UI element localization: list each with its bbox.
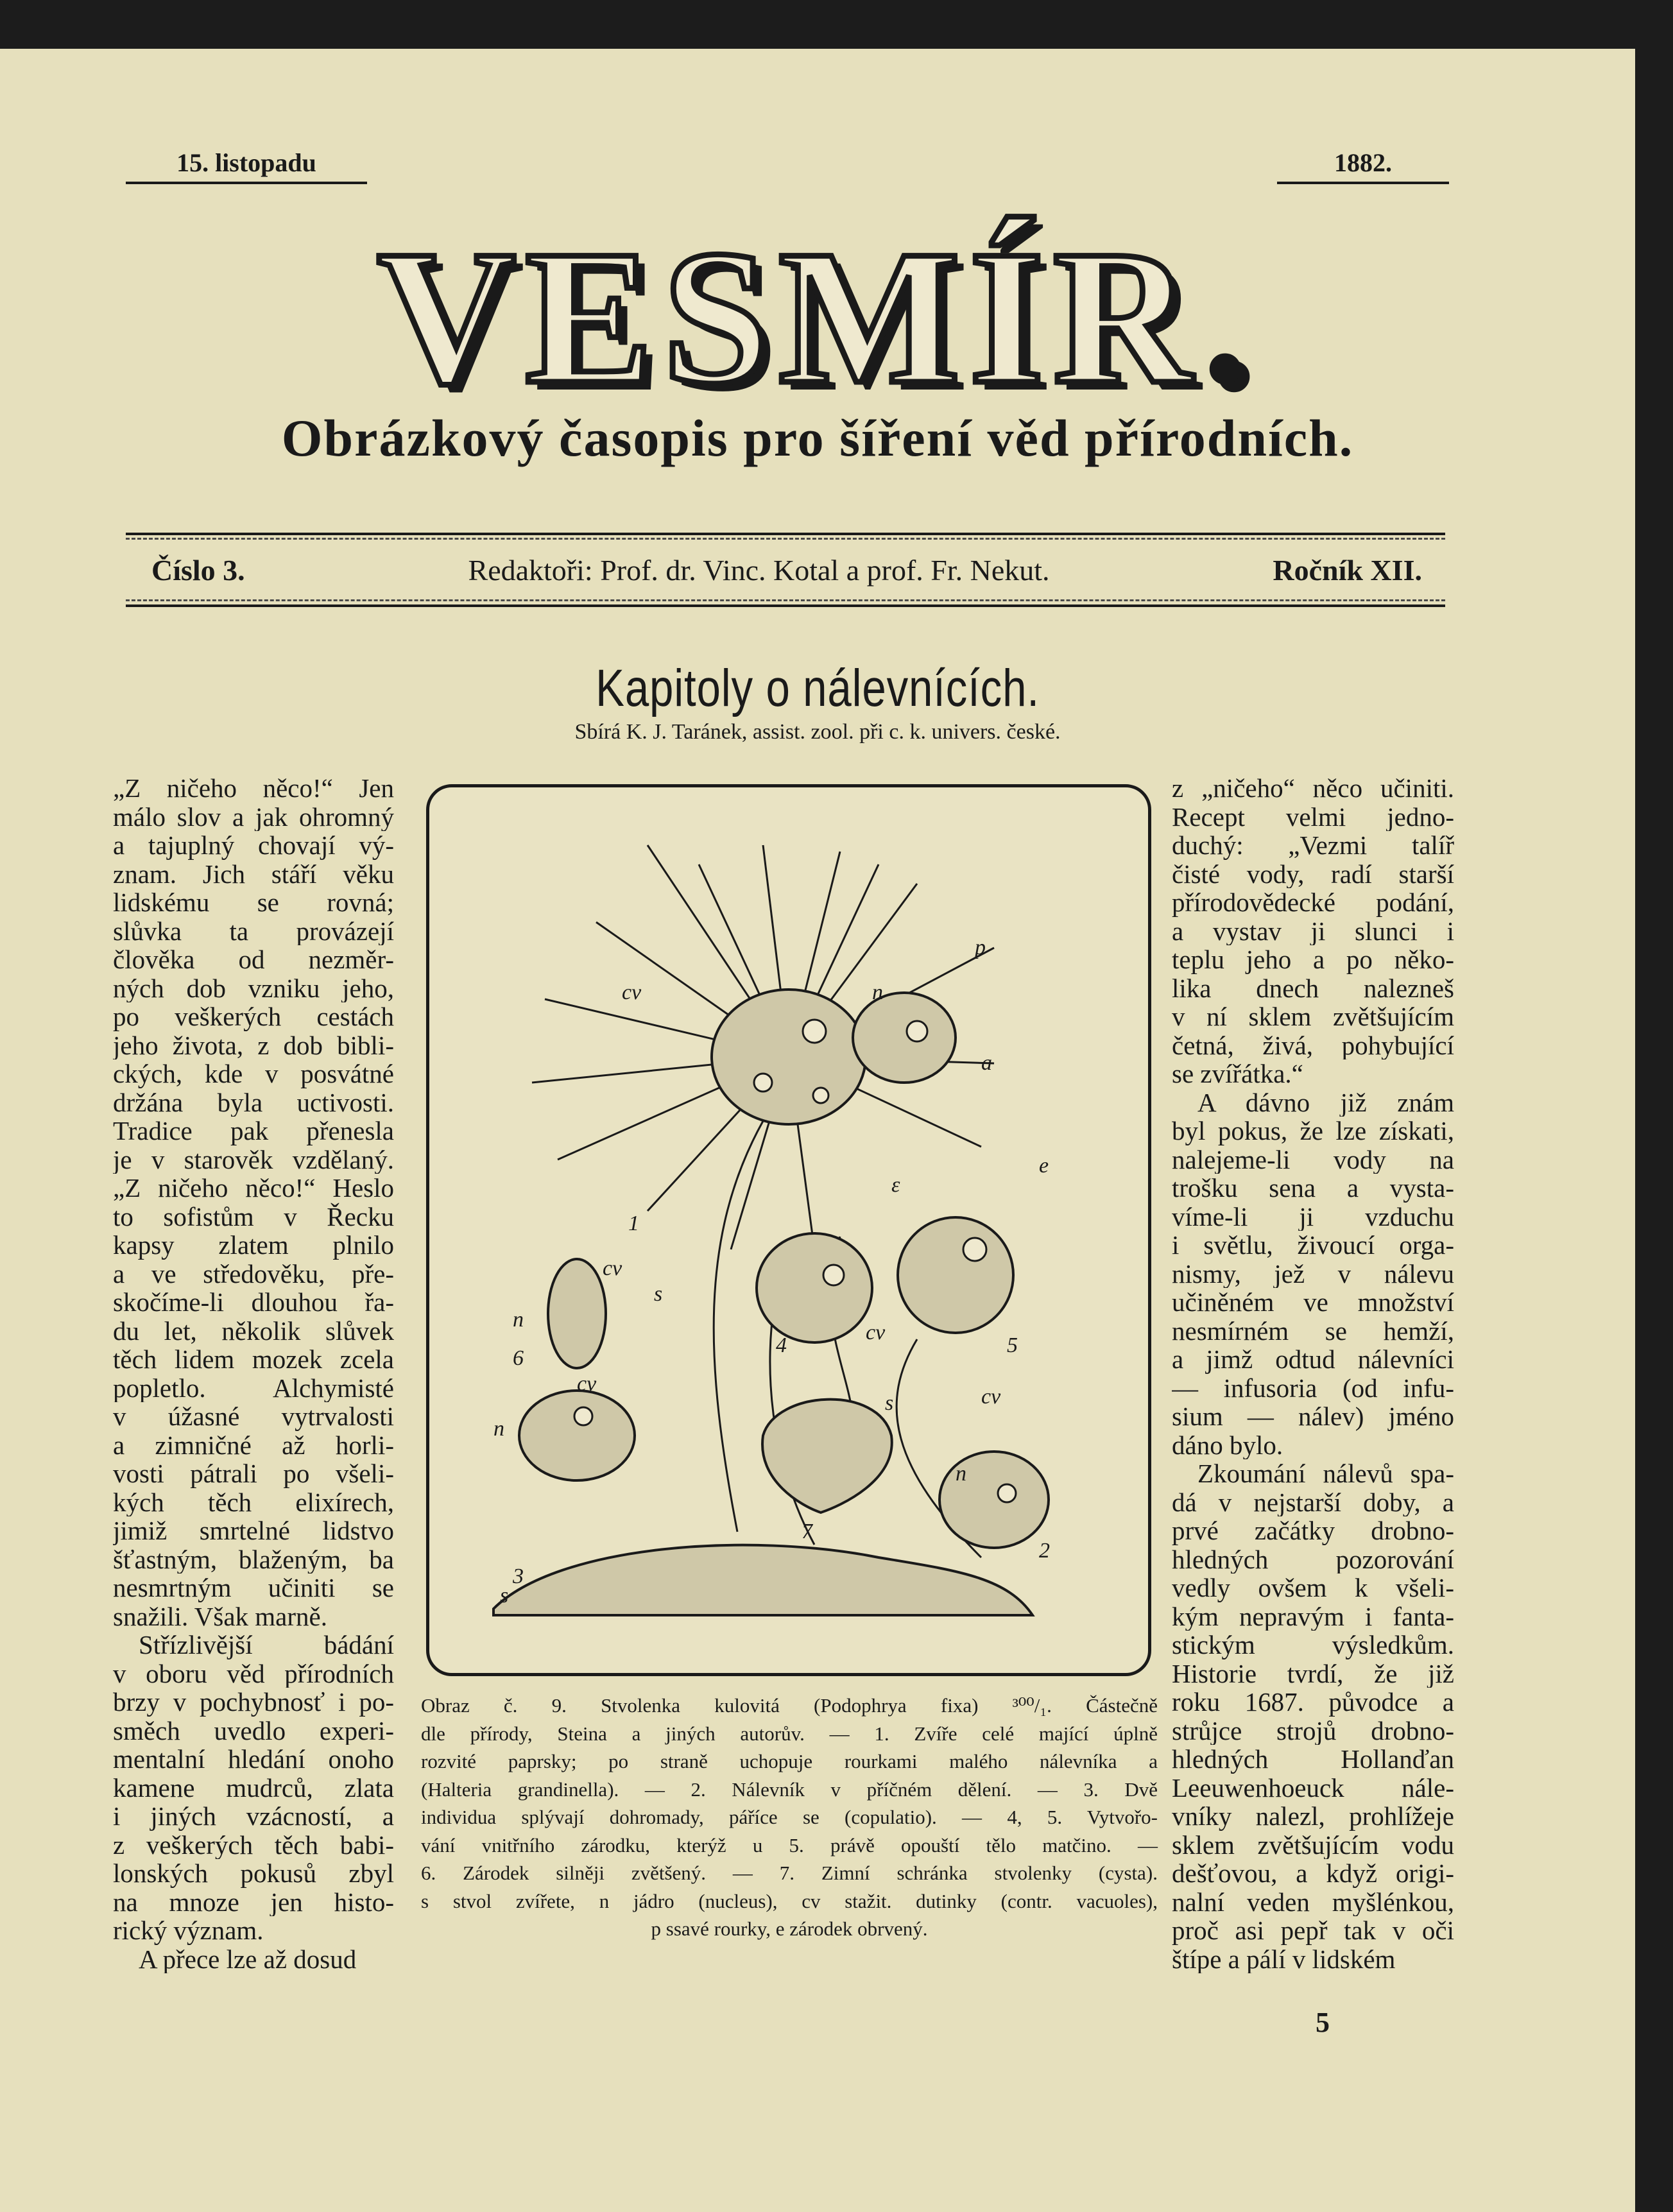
text-line: v úžasné vytrvalosti: [113, 1402, 394, 1431]
text-line: ných dob vzniku jeho,: [113, 973, 394, 1002]
text-line: i jiných vzácností, a: [113, 1802, 394, 1831]
text-line: slůvka ta provázejí: [113, 916, 394, 945]
text-line: učiněném ve množství: [1172, 1288, 1454, 1317]
caption-line: vání vnitřního zárodku, kterýž u 5. právě opouští tělo matčino. —: [421, 1833, 1158, 1856]
text-line: kamene mudrců, zlata: [113, 1773, 394, 1802]
text-line: po veškerých cestách: [113, 1002, 394, 1031]
editors-line: Redaktoři: Prof. dr. Vinc. Kotal a prof. Fr. Nekut.: [468, 554, 1050, 587]
text-line: nesmírném se hemží,: [1172, 1316, 1454, 1345]
text-line: směch uvedlo experi-: [113, 1716, 394, 1745]
left-column: [113, 774, 394, 1973]
article-title: Kapitoly o nálevnících.: [596, 659, 1040, 717]
text-line: nalní veden myšlénkou,: [1172, 1887, 1454, 1916]
text-line: četná, živá, pohybující: [1172, 1031, 1454, 1059]
label-n-2: n: [513, 1308, 524, 1332]
text-line: dešťovou, a když origi-: [1172, 1859, 1454, 1888]
caption-line: individua splývají dohromady, páříce se (copulatio). — 4, 5. Vytvořo-: [421, 1806, 1158, 1828]
label-2: 2: [1039, 1539, 1050, 1563]
info-bar: [151, 553, 1422, 587]
text-line: Střízlivější bádání: [139, 1631, 394, 1659]
text-line: lonských pokusů zbyl: [113, 1859, 394, 1888]
label-4: 4: [776, 1333, 787, 1357]
label-cv-4: cv: [577, 1372, 597, 1396]
text-line: proč asi pepř tak v oči: [1172, 1916, 1454, 1945]
text-line: sium — nálev) jméno: [1172, 1402, 1454, 1431]
label-3: 3: [513, 1565, 524, 1588]
label-6: 6: [513, 1346, 524, 1370]
label-a: a: [981, 1051, 992, 1075]
organism-a-body: [853, 993, 956, 1083]
caption-line: s stvol zvířete, n jádro (nucleus), cv stažit. dutinky (contr. vacuoles),: [421, 1889, 1158, 1912]
figure-caption: [421, 1692, 1158, 1943]
text-line: „Z ničeho něco!“ Heslo: [113, 1174, 394, 1203]
caption-line: p ssavé rourky, e zárodek obrvený.: [651, 1917, 928, 1940]
text-line: je v starověk vzdělaný.: [113, 1145, 394, 1174]
text-line: Recept velmi jedno-: [1172, 802, 1454, 831]
label-5: 5: [1007, 1333, 1018, 1357]
cyst-7: [762, 1400, 892, 1513]
label-s-3: s: [500, 1584, 509, 1608]
text-line: skočíme-li dlouhou řa-: [113, 1288, 394, 1317]
text-line: kých těch elixírech,: [113, 1488, 394, 1516]
text-line: teplu jeho a po něko-: [1172, 945, 1454, 974]
text-line: víme-li ji vzduchu: [1172, 1202, 1454, 1231]
text-line: to sofistům v Řecku: [113, 1202, 394, 1231]
substrate-3: [493, 1545, 1033, 1615]
text-line: vedly ovšem k všeli-: [1172, 1573, 1454, 1602]
text-line: nalejeme-li vody na: [1172, 1145, 1454, 1174]
caption-line: rozvité paprsky; po straně uchopuje rourkami malého nálevníka a: [421, 1750, 1158, 1772]
volume-number: Ročník XII.: [1273, 554, 1422, 587]
masthead-dot: .: [1201, 210, 1258, 424]
caption-line: dle přírody, Steina a jiných autorův. — 1. Zvíře celé mající úplně: [421, 1722, 1158, 1745]
label-epsilon: ε: [891, 1173, 900, 1197]
text-line: těch lidem mozek zcela: [113, 1345, 394, 1374]
text-line: vosti pátrali po všeli-: [113, 1459, 394, 1488]
label-cv-2: cv: [603, 1256, 622, 1280]
text-line: mentalní hledání onoho: [113, 1745, 394, 1774]
text-line: z „ničeho“ něco učiniti.: [1172, 774, 1454, 803]
text-line: nesmrtným učiniti se: [113, 1573, 394, 1602]
organism-3-left: [519, 1391, 635, 1480]
text-line: Leeuwenhoeuck nále-: [1172, 1773, 1454, 1802]
label-p: p: [975, 936, 986, 959]
text-line: šťastným, blaženým, ba: [113, 1545, 394, 1573]
text-line: vníky nalezl, prohlížeje: [1172, 1802, 1454, 1831]
label-n-3: n: [493, 1417, 504, 1441]
infusoria-illustration: [429, 787, 1148, 1673]
divider-top-dashed: [126, 538, 1445, 540]
article-byline: Sbírá K. J. Taránek, assist. zool. při c. k. univers. české.: [574, 720, 1061, 744]
label-s: s: [654, 1282, 663, 1306]
text-line: Zkoumání nálevů spa-: [1197, 1459, 1454, 1488]
masthead-subtitle: Obrázkový časopis pro šíření věd přírodních.: [281, 409, 1354, 467]
text-line: brzy v pochybnosť i po-: [113, 1688, 394, 1717]
text-line: byl pokus, že lze získati,: [1172, 1117, 1454, 1145]
text-line: držána byla uctivosti.: [113, 1088, 394, 1117]
text-line: roku 1687. původce a: [1172, 1688, 1454, 1717]
text-line: jeho života, z dob bibli-: [113, 1031, 394, 1059]
text-line: málo slov a jak ohromný: [113, 802, 394, 831]
text-line: a tajuplný chovají vý-: [113, 831, 394, 860]
masthead-title: VESMÍR: [377, 210, 1201, 424]
issue-number: Číslo 3.: [151, 554, 245, 587]
text-line: v oboru věd přírodních: [113, 1659, 394, 1688]
text-line: duchý: „Vezmi talíř: [1172, 831, 1454, 860]
label-cv-5: cv: [981, 1385, 1001, 1409]
issue-date: 15. listopadu: [126, 148, 367, 184]
divider-bottom: [126, 604, 1445, 607]
text-line: — infusoria (od infu-: [1172, 1373, 1454, 1402]
text-line: a ve středověku, pře-: [113, 1259, 394, 1288]
text-line: hledných Hollanďan: [1172, 1745, 1454, 1774]
label-e: e: [1039, 1154, 1049, 1178]
label-s-2: s: [885, 1391, 894, 1415]
text-line: hledných pozorování: [1172, 1545, 1454, 1573]
label-n: n: [872, 981, 883, 1004]
divider-top: [126, 533, 1445, 535]
text-line: lidskému se rovná;: [113, 888, 394, 917]
text-line: trošku sena a vysta-: [1172, 1174, 1454, 1203]
masthead: [0, 210, 1635, 424]
text-line: du let, několik slůvek: [113, 1316, 394, 1345]
text-line: ckých, kde v posvátné: [113, 1059, 394, 1088]
caption-line: Obraz č. 9. Stvolenka kulovitá (Podophrya fixa) ³⁰⁰/₁. Částečně: [421, 1694, 1158, 1717]
divider-bottom-dashed: [126, 599, 1445, 601]
text-line: čisté vody, radí starší: [1172, 859, 1454, 888]
label-7: 7: [802, 1520, 812, 1543]
text-line: popletlo. Alchymisté: [113, 1373, 394, 1402]
organism-1-body: [712, 990, 866, 1124]
text-line: A přece lze až dosud: [139, 1944, 357, 1973]
caption-line: 6. Zárodek silněji zvětšený. — 7. Zimní schránka stvolenky (cysta).: [421, 1862, 1158, 1884]
organism-6-body: [548, 1259, 606, 1368]
text-line: Historie tvrdí, že již: [1172, 1659, 1454, 1688]
text-line: lika dnech nalezneš: [1172, 973, 1454, 1002]
text-line: v ní sklem zvětšujícím: [1172, 1002, 1454, 1031]
organism-4-body: [757, 1233, 872, 1342]
text-line: A dávno již znám: [1197, 1088, 1454, 1117]
text-line: a zimničné až horli-: [113, 1430, 394, 1459]
text-line: znam. Jich stáří věku: [113, 859, 394, 888]
page-number: 5: [1316, 2007, 1330, 2038]
text-line: prvé začátky drobno-: [1172, 1516, 1454, 1545]
newspaper-page: [0, 49, 1635, 2212]
text-line: dáno bylo.: [1172, 1430, 1283, 1459]
text-line: z veškerých těch babi-: [113, 1830, 394, 1859]
text-line: „Z ničeho něco!“ Jen: [113, 774, 394, 803]
text-line: sklem zvětšujícím vodu: [1172, 1830, 1454, 1859]
figure-frame: [426, 784, 1151, 1676]
caption-line: (Halteria grandinella). — 2. Nálevník v příčném dělení. — 3. Dvě: [421, 1778, 1158, 1801]
text-line: stickým výsledkům.: [1172, 1631, 1454, 1659]
label-cv: cv: [622, 981, 642, 1004]
text-line: strůjce strojů drobno-: [1172, 1716, 1454, 1745]
text-line: a vystav ji slunci i: [1172, 916, 1454, 945]
text-line: snažili. Však marně.: [113, 1602, 327, 1631]
organism-5-body: [898, 1217, 1013, 1333]
text-line: kapsy zlatem plnilo: [113, 1231, 394, 1260]
label-n-4: n: [956, 1462, 966, 1486]
text-line: Tradice pak přenesla: [113, 1117, 394, 1145]
text-line: jimiž smrtelné lidstvo: [113, 1516, 394, 1545]
right-column: [1172, 774, 1454, 1973]
issue-year: 1882.: [1277, 148, 1449, 184]
text-line: nismy, jež v nálevu: [1172, 1259, 1454, 1288]
text-line: štípe a pálí v lidském: [1172, 1944, 1396, 1973]
text-line: a jimž odtud nálevníci: [1172, 1345, 1454, 1374]
text-line: i světlu, živoucí orga-: [1172, 1231, 1454, 1260]
text-line: kým nepravým i fanta-: [1172, 1602, 1454, 1631]
text-line: se zvířátka.“: [1172, 1059, 1303, 1088]
label-1: 1: [628, 1212, 639, 1235]
label-cv-3: cv: [866, 1321, 886, 1344]
text-line: dá v nejstarší doby, a: [1172, 1488, 1454, 1516]
text-line: přírodovědecké podání,: [1172, 888, 1454, 917]
text-line: rický význam.: [113, 1916, 264, 1945]
text-line: na mnoze jen histo-: [113, 1887, 394, 1916]
text-line: člověka od nezměr-: [113, 945, 394, 974]
stalk: [714, 1121, 763, 1532]
